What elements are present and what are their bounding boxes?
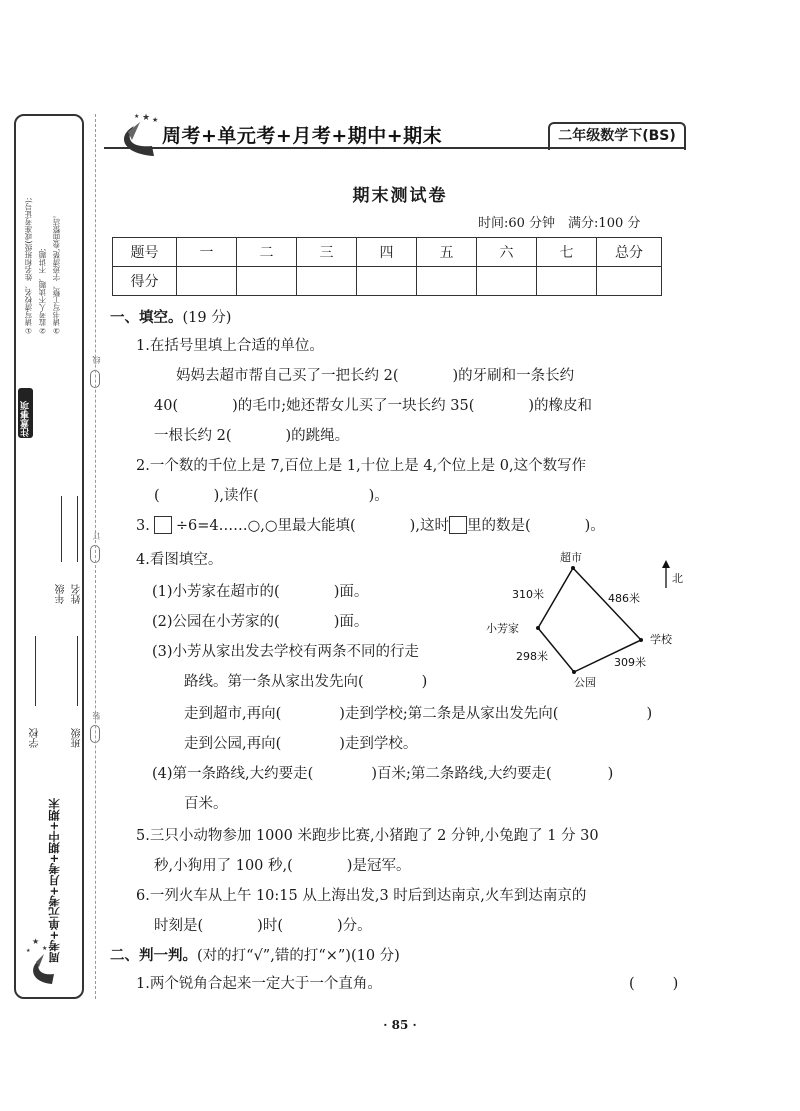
- q4-text: ): [646, 706, 653, 722]
- label-home: 小芳家: [486, 622, 519, 635]
- distance-home-supermarket: 310米: [512, 588, 544, 601]
- q2-text: 一个数的千位上是 7,百位上是 1,十位上是 4,个位上是 0,这个数写作: [149, 458, 587, 474]
- q4-stem: [136, 550, 222, 570]
- paren-close: ): [672, 976, 679, 992]
- q1-line-2: [154, 396, 592, 416]
- field-grade-label: 年级: [56, 584, 67, 604]
- q5-text: )是冠军。: [346, 858, 411, 874]
- score-header-cell: 四: [357, 238, 417, 267]
- label-school: 学校: [650, 633, 672, 646]
- svg-text:★: ★: [42, 945, 48, 952]
- score-cell[interactable]: [417, 267, 477, 296]
- q4-text: )面。: [333, 584, 369, 600]
- s2-q1-text: 两个锐角合起来一定大于一个直角。: [149, 976, 382, 992]
- section-1-heading: [110, 306, 231, 327]
- notice-title: 注意事项: [18, 388, 33, 438]
- park-point: [572, 670, 576, 674]
- side-mark-staple: 装: [92, 712, 101, 720]
- q1-text: )的橡皮和: [528, 398, 593, 414]
- q4-text: 路线。第一条从家出发先向(: [184, 674, 364, 690]
- score-cell[interactable]: [357, 267, 417, 296]
- q3-text: ÷6=4……○,○里最大能填(: [175, 518, 356, 534]
- notice-3: ③请书写工整、字迹清楚,卷面整洁。: [52, 211, 61, 335]
- q4-text: (1)小芳家在超市的(: [152, 584, 280, 600]
- score-cell[interactable]: [597, 267, 662, 296]
- q4-part-1: [152, 582, 368, 602]
- svg-text:★: ★: [26, 948, 31, 954]
- s2-q1-answer[interactable]: [629, 974, 678, 994]
- cut-line: [95, 114, 96, 999]
- q4-text: )走到学校;第二条是从家出发先向(: [339, 706, 559, 722]
- field-grade-line[interactable]: [61, 496, 62, 562]
- field-class-label: 班级: [72, 728, 83, 748]
- q4-text: )面。: [333, 614, 369, 630]
- q1-text: 一根长约 2(: [154, 428, 232, 444]
- svg-text:★: ★: [152, 116, 159, 124]
- section-1-points: (19 分): [182, 310, 232, 326]
- q4-part-4a: [152, 764, 613, 784]
- brand-logo-icon: [108, 108, 164, 164]
- q6-text: 一列火车从上午 10:15 从上海出发,3 时后到达南京,火车到达南京的: [149, 888, 587, 904]
- q2-line-1: [136, 456, 586, 476]
- distance-park-school: 309米: [614, 656, 646, 669]
- q1-number: 1.: [136, 338, 150, 354]
- q4-text: 百米。: [184, 796, 228, 812]
- q4-number: 4.: [136, 552, 150, 568]
- q2-number: 2.: [136, 458, 150, 474]
- score-header-cell: 总分: [597, 238, 662, 267]
- svg-text:★: ★: [32, 937, 40, 946]
- svg-text:★: ★: [134, 113, 140, 120]
- score-header-row: [113, 238, 662, 267]
- score-header-cell: 三: [297, 238, 357, 267]
- q3-number: 3.: [136, 518, 150, 534]
- q3-line: [136, 516, 605, 536]
- q1-text: 妈妈去超市帮自己买了一把长约 2(: [176, 368, 399, 384]
- q4-text: ): [607, 766, 614, 782]
- score-cell[interactable]: [177, 267, 237, 296]
- route-map: [476, 548, 696, 688]
- q6-text: )分。: [337, 918, 372, 934]
- square-box[interactable]: [449, 516, 467, 534]
- score-header-cell: 五: [417, 238, 477, 267]
- q2-line-2: [154, 486, 389, 506]
- score-header-cell: 六: [477, 238, 537, 267]
- q1-text: )的跳绳。: [285, 428, 350, 444]
- exam-meta: 时间:60 分钟 满分:100 分: [478, 216, 641, 231]
- school-point: [639, 638, 643, 642]
- binding-strip: [14, 114, 84, 999]
- brand-title: 周考+单元考+月考+期中+期末: [162, 125, 443, 147]
- q5-line-2: [154, 856, 410, 876]
- sidebar-brand: 周考+单元考+月考+期中+期末: [47, 797, 61, 963]
- q4-part-3c: [184, 704, 652, 724]
- q4-text: )百米;第二条路线,大约要走(: [371, 766, 552, 782]
- north-arrow-head-icon: [662, 560, 670, 568]
- score-cell[interactable]: [537, 267, 597, 296]
- field-name-line[interactable]: [77, 496, 78, 562]
- section-2-title: 二、判一判。: [110, 948, 197, 964]
- q4-part-4b: [184, 794, 228, 814]
- q6-text: 时刻是(: [154, 918, 204, 934]
- field-school-line[interactable]: [35, 636, 36, 706]
- side-mark-line: 线: [92, 356, 101, 364]
- q4-text: ): [421, 674, 428, 690]
- field-name-label: 姓名: [72, 584, 83, 604]
- q6-line-1: [136, 886, 586, 906]
- q2-text: ),读作(: [213, 488, 259, 504]
- q1-stem-text: 在括号里填上合适的单位。: [149, 338, 324, 354]
- s2-q1: [136, 974, 382, 994]
- q5-number: 5.: [136, 828, 150, 844]
- q5-text: 秒,小狗用了 100 秒,(: [154, 858, 293, 874]
- field-school-label: 学校: [30, 728, 41, 748]
- q3-text: 里的数是(: [466, 518, 531, 534]
- q4-text: )走到学校。: [339, 736, 418, 752]
- q5-text: 三只小动物参加 1000 米跑步比赛,小猪跑了 2 分钟,小兔跑了 1 分 30: [149, 828, 599, 844]
- home-point: [536, 626, 540, 630]
- q6-text: )时(: [257, 918, 283, 934]
- score-cell[interactable]: [477, 267, 537, 296]
- score-header-cell: 题号: [113, 238, 177, 267]
- paren-open: (: [629, 976, 635, 992]
- section-2-points: (对的打“√”,错的打“×”)(10 分): [197, 948, 400, 964]
- q2-text: )。: [368, 488, 389, 504]
- label-supermarket: 超市: [560, 551, 582, 564]
- notice-1: ①请写清校名、姓名和班级(或准考证号);: [24, 197, 33, 335]
- page-number: · 85 ·: [383, 1018, 417, 1032]
- score-header-cell: 一: [177, 238, 237, 267]
- grade-badge: 二年级数学下(BS): [548, 122, 686, 150]
- supermarket-point: [571, 566, 575, 570]
- score-cell[interactable]: [237, 267, 297, 296]
- field-class-line[interactable]: [77, 636, 78, 706]
- label-park: 公园: [574, 676, 596, 688]
- sidebar-logo-icon: [22, 932, 62, 992]
- q4-text: (3)小芳从家出发去学校有两条不同的行走: [152, 644, 420, 660]
- q4-part-3d: [184, 734, 417, 754]
- q5-line-1: [136, 826, 599, 846]
- q4-part-3b: [184, 672, 427, 692]
- score-row: [113, 267, 662, 296]
- s2-q1-number: 1.: [136, 976, 150, 992]
- q1-line-3: [154, 426, 349, 446]
- q2-text: (: [154, 488, 160, 504]
- q4-part-3a: [152, 642, 419, 662]
- distance-home-park: 298米: [516, 650, 548, 663]
- q6-number: 6.: [136, 888, 150, 904]
- score-table: [112, 237, 662, 296]
- q1-stem: [136, 336, 324, 356]
- q6-line-2: [154, 916, 372, 936]
- q4-text: 走到超市,再向(: [184, 706, 282, 722]
- side-mark-bind: 订: [92, 532, 101, 540]
- page-title: 期末测试卷: [352, 186, 448, 206]
- q1-text: )的毛巾;她还帮女儿买了一块长约 35(: [232, 398, 475, 414]
- section-2-heading: [110, 944, 400, 965]
- distance-supermarket-school: 486米: [608, 592, 640, 605]
- q4-text: (4)第一条路线,大约要走(: [152, 766, 314, 782]
- q3-text: ),这时: [409, 518, 449, 534]
- score-header-cell: 二: [237, 238, 297, 267]
- notice-2: ②监考人不读题、不讲题;: [38, 248, 47, 335]
- section-1-title: 一、填空。: [110, 310, 183, 326]
- square-box[interactable]: [154, 516, 172, 534]
- q4-part-2: [152, 612, 368, 632]
- q4-text: 走到公园,再向(: [184, 736, 282, 752]
- score-cell[interactable]: [297, 267, 357, 296]
- q1-line-1: [176, 366, 574, 386]
- score-header-cell: 七: [537, 238, 597, 267]
- q1-text: 40(: [154, 398, 179, 414]
- q3-text: )。: [584, 518, 605, 534]
- score-row-label: 得分: [113, 267, 177, 296]
- q4-text: (2)公园在小芳家的(: [152, 614, 280, 630]
- svg-text:★: ★: [142, 113, 151, 123]
- q1-text: )的牙刷和一条长约: [452, 368, 575, 384]
- label-north: 北: [672, 572, 683, 585]
- q4-stem-text: 看图填空。: [149, 552, 223, 568]
